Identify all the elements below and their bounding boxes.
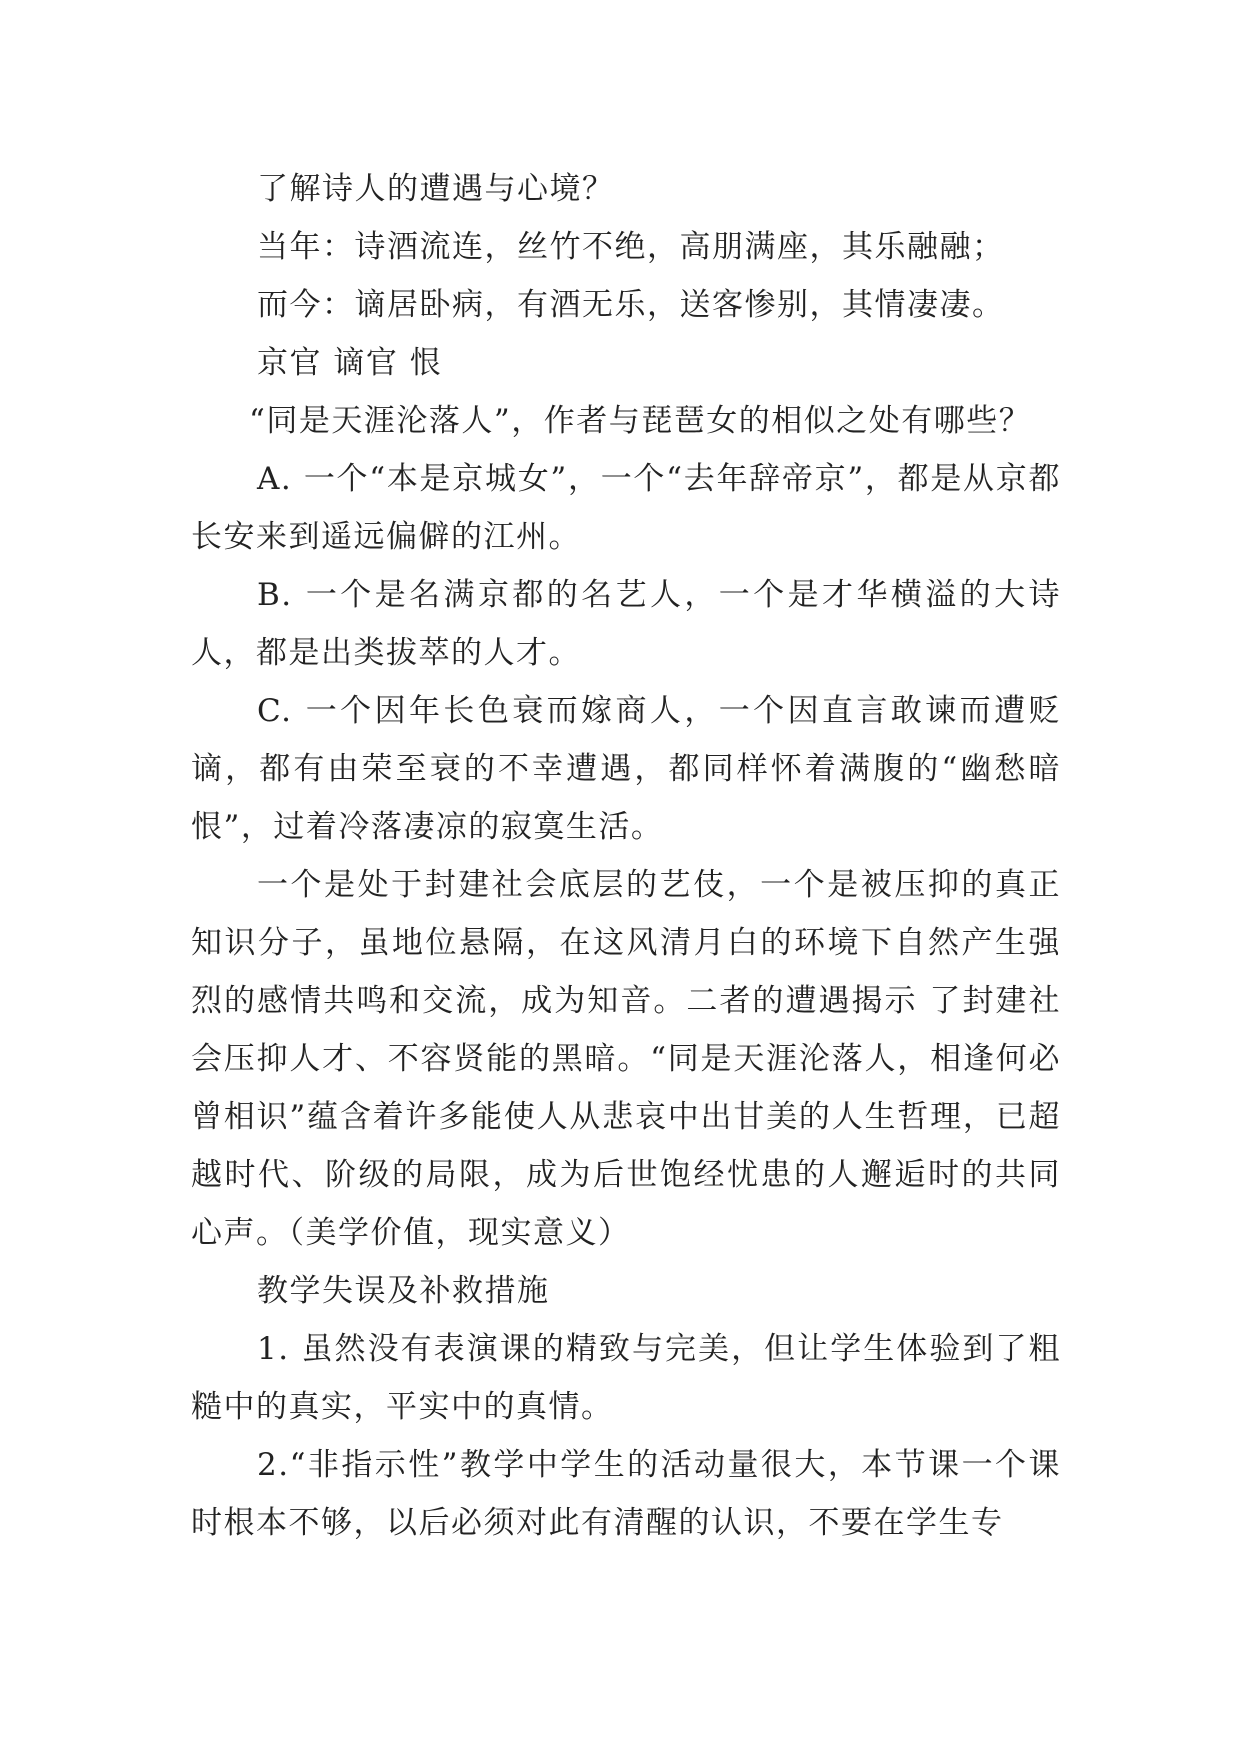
paragraph-question-similarity: “同是天涯沦落人”，作者与琵琶女的相似之处有哪些？ [249,403,1032,439]
paragraph-analysis: 一个是处于封建社会底层的艺伎，一个是被压抑的真正知识分子，虽地位悬隔，在这风清月白的环境下自然产生强烈的感情共鸣和交流，成为知音。二者的遭遇揭示 了封建社会压抑人才、不容贤能的黑暗。“同是天涯沦落人，相逢何必曾相识”蕴含着许多能使人从悲哀中出甘美的人生哲理，已超越时代、阶级的局限，成为后世饱经忧患的人邂逅时的共同心声。（美学价值，现实意义） [191,867,1061,1251]
paragraph-present: 而今：谪居卧病，有酒无乐，送客惨别，其情凄凄。 [257,287,1005,323]
paragraph-item-1: 1. 虽然没有表演课的精致与完美，但让学生体验到了粗糙中的真实，平实中的真情。 [191,1331,1061,1425]
paragraph-point-c: C. 一个因年长色衰而嫁商人，一个因直言敢谏而遭贬谪，都有由荣至衰的不幸遭遇，都同样怀着满腹的“幽愁暗恨”，过着冷落凄凉的寂寞生活。 [191,693,1061,845]
section-heading-teaching-errors: 教学失误及补救措施 [257,1273,550,1309]
paragraph-point-b: B. 一个是名满京都的名艺人，一个是才华横溢的大诗人，都是出类拔萃的人才。 [191,577,1061,671]
paragraph-keywords: 京官 谪官 恨 [257,345,443,381]
paragraph-past: 当年：诗酒流连，丝竹不绝，高朋满座，其乐融融； [257,229,1005,265]
paragraph-question-poet: 了解诗人的遭遇与心境？ [257,171,615,207]
paragraph-point-a: A. 一个“本是京城女”，一个“去年辞帝京”，都是从京都长安来到遥远偏僻的江州。 [191,461,1061,555]
paragraph-item-2: 2.“非指示性”教学中学生的活动量很大，本节课一个课时根本不够，以后必须对此有清醒的认识，不要在学生专 [191,1447,1061,1541]
document-body [191,160,1061,1552]
